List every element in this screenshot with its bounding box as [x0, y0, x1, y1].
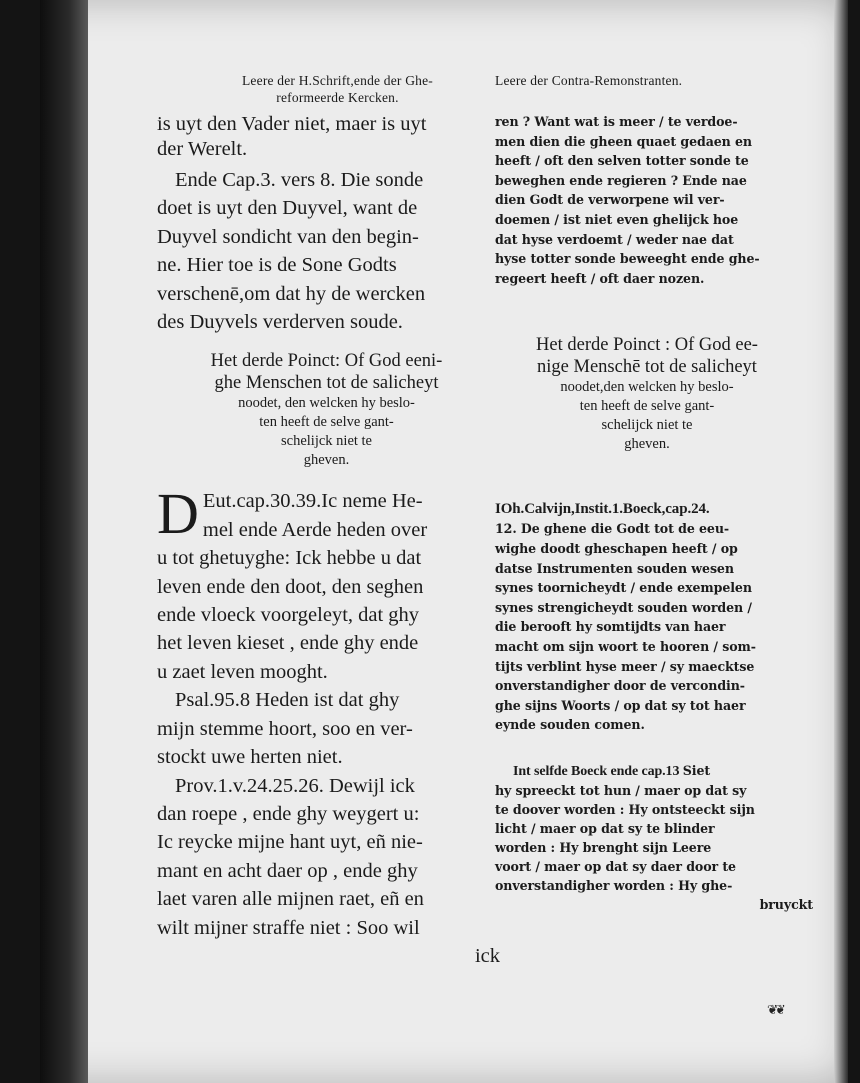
- text-line: synes strengicheydt souden worden /: [495, 599, 752, 615]
- text-line: datse Instrumenten souden wesen: [495, 560, 734, 576]
- right-running-head: [495, 72, 813, 89]
- text-line: verschenē,om dat hy de wercken: [157, 282, 426, 305]
- left-body: [157, 481, 500, 970]
- heading-line: Het derde Poinct: Of God eeni-: [210, 351, 443, 372]
- heading-line: noodet,den welcken hy beslo-: [560, 379, 734, 396]
- heading-line: ten heeft de selve gant-: [259, 414, 394, 431]
- text-line: der Werelt.: [157, 138, 248, 160]
- text-line: ghe sijns Woorts / op dat sy tot haer: [495, 697, 746, 713]
- text-line: eynde souden comen.: [495, 717, 645, 733]
- heading-line: schelijck niet te: [281, 433, 372, 450]
- running-head-line: Leere der Contra-Remonstranten.: [495, 73, 683, 88]
- text-line: ne. Hier toe is de Sone Godts: [157, 254, 397, 277]
- text-line: mel ende Aerde heden over: [202, 518, 428, 541]
- text-line: beweghen ende regieren ? Ende nae: [495, 172, 747, 188]
- text-line: macht om sijn woort te hooren / som-: [495, 638, 756, 654]
- text-line: u zaet leven mooght.: [157, 660, 328, 683]
- text-line: doemen / ist niet even ghelijck hoe: [495, 211, 739, 227]
- text-line: is uyt den Vader niet, maer is uyt: [157, 113, 427, 135]
- right-column: [495, 72, 813, 914]
- text-line: te doover worden : Hy ontsteeckt sijn: [495, 801, 755, 817]
- text-line: wighe doodt gheschapen heeft / op: [495, 540, 738, 556]
- text-line: Ende Cap.3. vers 8. Die sonde: [175, 169, 424, 191]
- catchword: ick: [474, 944, 500, 967]
- text-line: [495, 499, 813, 519]
- heading-line: ten heeft de selve gant-: [579, 398, 715, 415]
- text-line: Prov.1.v.24.25.26. Dewijl ick: [175, 774, 415, 797]
- text-line: die berooft hy somtijdts van haer: [495, 619, 726, 635]
- text-line: regeert heeft / oft daer nozen.: [495, 270, 705, 286]
- printer-ornament: ❦❦: [767, 1003, 783, 1018]
- text-line: hyse totter sonde beweeght ende ghe-: [495, 251, 760, 267]
- heading-line: nige Menschē tot de salicheyt: [537, 357, 757, 378]
- heading-line: Het derde Poinct : Of God ee-: [536, 335, 758, 356]
- text-line: doet is uyt den Duyvel, want de: [157, 197, 418, 220]
- text-line: Duyvel sondicht van den begin-: [157, 225, 419, 248]
- text-line: dat hyse verdoemt / weder nae dat: [495, 231, 734, 247]
- left-section-heading: [153, 350, 500, 470]
- text-line: worden : Hy brenght sijn Leere: [495, 839, 712, 855]
- text-segment: Int selfde Boeck ende cap.13: [513, 763, 683, 779]
- book-spine-shadow: [40, 0, 88, 1083]
- text-line: 12. De ghene die Godt tot de eeu-: [495, 521, 730, 537]
- text-line: mant en acht daer op , ende ghy: [157, 859, 418, 882]
- text-line: onverstandigher worden : Hy ghe-: [495, 877, 733, 893]
- book-page: [40, 0, 848, 1083]
- right-section-heading: [481, 334, 813, 454]
- heading-line: schelijck niet te: [601, 417, 693, 434]
- text-segment: IOh.Calvijn,Instit.1.Boeck,cap.24.: [495, 501, 710, 518]
- running-head-line: Leere der H.Schrift,ende der Ghe-: [241, 73, 433, 88]
- left-column: [157, 72, 500, 970]
- right-body-2: [495, 761, 813, 914]
- text-line: des Duyvels verderven soude.: [157, 311, 403, 334]
- right-body-1: [495, 499, 813, 735]
- heading-line: ghe Menschen tot de salicheyt: [214, 373, 439, 394]
- text-line: heeft / oft den selven totter sonde te: [495, 153, 749, 169]
- text-line: onverstandigher door de vercondin-: [495, 678, 745, 694]
- text-line: leven ende den doot, den seghen: [157, 575, 424, 598]
- text-line: Ic reycke mijne hant uyt, eñ nie-: [157, 831, 423, 854]
- page-edge-shadow: [834, 0, 848, 1083]
- heading-line: noodet, den welcken hy beslo-: [238, 395, 415, 412]
- running-head-line: reformeerde Kercken.: [276, 90, 399, 105]
- text-line: laet varen alle mijnen raet, eñ en: [157, 888, 424, 911]
- text-line: het leven kieset , ende ghy ende: [157, 632, 419, 655]
- text-line: u tot ghetuyghe: Ick hebbe u dat: [157, 547, 422, 570]
- heading-line: gheven.: [624, 436, 670, 453]
- text-line: stockt uwe herten niet.: [157, 746, 343, 769]
- text-line: dien Godt de verworpene wil ver-: [495, 192, 725, 208]
- catchword: bruyckt: [759, 896, 813, 912]
- text-line: voort / maer op dat sy daer door te: [495, 858, 736, 874]
- text-line: licht / maer op dat sy te blinder: [495, 820, 715, 836]
- text-line: Psal.95.8 Heden ist dat ghy: [175, 689, 400, 712]
- text-segment: Siet: [682, 762, 711, 778]
- text-line: dan roepe , ende ghy weygert u:: [157, 802, 420, 825]
- text-line: Eut.cap.30.39.Ic neme He-: [202, 490, 423, 513]
- text-line: ende vloeck voorgeleyt, dat ghy: [157, 604, 420, 627]
- text-line: tijts verblint hyse meer / sy maecktse: [495, 658, 755, 674]
- left-running-head: [175, 72, 500, 106]
- text-line: mijn stemme hoort, soo en ver-: [157, 717, 413, 740]
- text-line: ren ? Want wat is meer / te verdoe-: [495, 114, 738, 129]
- drop-cap: D: [157, 481, 199, 547]
- text-line: wilt mijner straffe niet : Soo wil: [157, 916, 420, 939]
- text-line: synes toornicheydt / ende exempelen: [495, 580, 752, 596]
- heading-line: gheven.: [303, 452, 350, 469]
- text-line: hy spreeckt tot hun / maer op dat sy: [495, 782, 747, 798]
- text-line: men dien die gheen quaet gedaen en: [495, 133, 752, 149]
- text-line: [495, 761, 813, 781]
